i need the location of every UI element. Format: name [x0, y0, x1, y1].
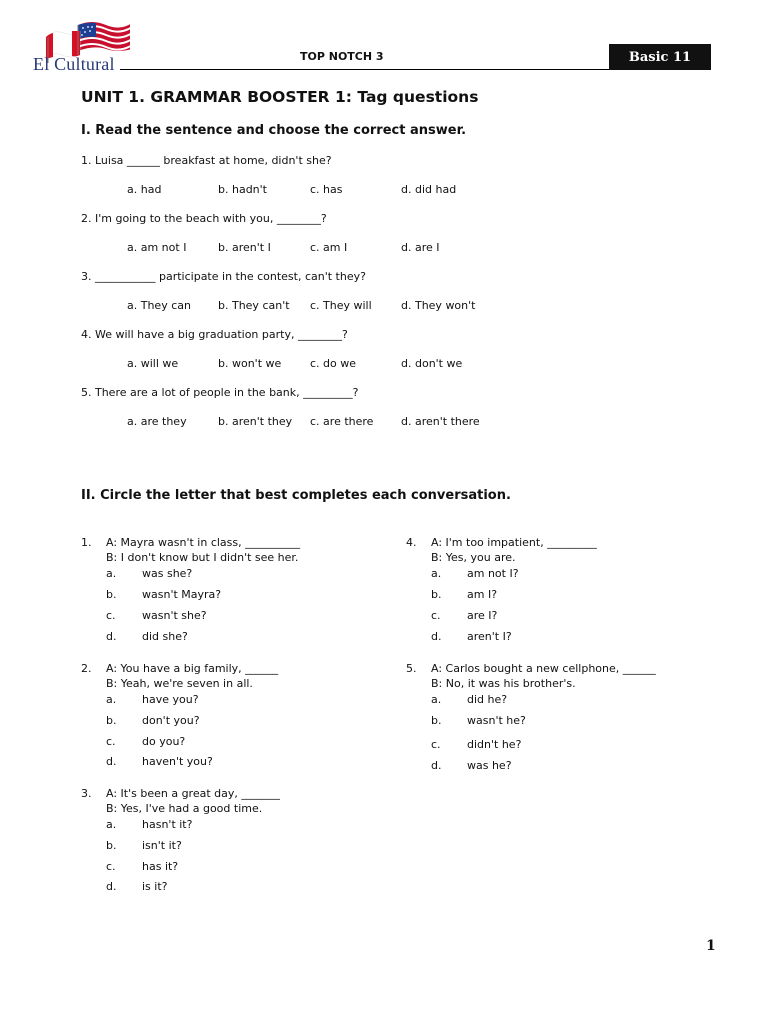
- conversation-line-b: B: No, it was his brother's.: [431, 677, 576, 690]
- option: b. won't we: [218, 357, 282, 370]
- option-letter: d.: [431, 630, 442, 643]
- option: d. don't we: [401, 357, 463, 370]
- conversation-number: 4.: [406, 536, 417, 549]
- option-text: have you?: [142, 693, 199, 706]
- question-text: 1. Luisa ______ breakfast at home, didn't she?: [81, 154, 332, 167]
- course-title: TOP NOTCH 3: [300, 50, 384, 63]
- option-text: am I?: [467, 588, 498, 601]
- page-number: 1: [706, 938, 716, 954]
- conversation-line-a: A: I'm too impatient, _________: [431, 536, 597, 549]
- header-divider: [120, 69, 610, 70]
- option: c. are there: [310, 415, 374, 428]
- unit-title: UNIT 1. GRAMMAR BOOSTER 1: Tag questions: [81, 88, 479, 106]
- question-text: 4. We will have a big graduation party, ________?: [81, 328, 348, 341]
- conversation-line-a: A: Carlos bought a new cellphone, ______: [431, 662, 656, 675]
- option: b. aren't they: [218, 415, 293, 428]
- school-name: El Cultural: [33, 54, 115, 74]
- option-text: wasn't he?: [467, 714, 526, 727]
- section2-title: II. Circle the letter that best completes each conversation.: [81, 488, 511, 503]
- option: b. They can't: [218, 299, 290, 312]
- question-text: 5. There are a lot of people in the bank, _________?: [81, 386, 359, 399]
- option-text: isn't it?: [142, 839, 182, 852]
- conversation-number: 3.: [81, 787, 92, 800]
- level-badge: Basic 11: [609, 44, 711, 70]
- option: c. am I: [310, 241, 348, 254]
- conversation-number: 5.: [406, 662, 417, 675]
- option: c. They will: [310, 299, 372, 312]
- option-letter: b.: [106, 839, 117, 852]
- option: a. are they: [127, 415, 187, 428]
- conversation-line-b: B: Yes, you are.: [431, 551, 516, 564]
- section1-title: I. Read the sentence and choose the correct answer.: [81, 123, 467, 138]
- conversation-line-a: A: Mayra wasn't in class, __________: [106, 536, 301, 549]
- option-text: was she?: [142, 567, 193, 580]
- option-letter: b.: [431, 714, 442, 727]
- conversation-number: 2.: [81, 662, 92, 675]
- option-letter: a.: [106, 567, 117, 580]
- question-text: 2. I'm going to the beach with you, ________?: [81, 212, 327, 225]
- option-text: did she?: [142, 630, 188, 643]
- option-letter: b.: [106, 714, 117, 727]
- option-text: aren't I?: [467, 630, 512, 643]
- option: c. has: [310, 183, 343, 196]
- option: b. hadn't: [218, 183, 267, 196]
- conversation-line-b: B: I don't know but I didn't see her.: [106, 551, 299, 564]
- option-text: am not I?: [467, 567, 519, 580]
- option-text: are I?: [467, 609, 498, 622]
- option: a. am not I: [127, 241, 187, 254]
- option-text: wasn't Mayra?: [142, 588, 222, 601]
- option: b. aren't I: [218, 241, 271, 254]
- option-letter: a.: [106, 693, 117, 706]
- option-text: didn't he?: [467, 738, 522, 751]
- conversation-line-b: B: Yeah, we're seven in all.: [106, 677, 253, 690]
- conversation-number: 1.: [81, 536, 92, 549]
- option-text: haven't you?: [142, 755, 213, 768]
- option-letter: c.: [431, 609, 441, 622]
- option-letter: a.: [431, 693, 442, 706]
- option-letter: c.: [106, 860, 116, 873]
- option-text: is it?: [142, 880, 168, 893]
- option-letter: d.: [106, 755, 117, 768]
- option: c. do we: [310, 357, 357, 370]
- option: a. They can: [127, 299, 191, 312]
- option-letter: b.: [106, 588, 117, 601]
- question-text: 3. ___________ participate in the contest, can't they?: [81, 270, 366, 283]
- conversation-line-a: A: You have a big family, ______: [106, 662, 279, 675]
- option-text: don't you?: [142, 714, 200, 727]
- option: d. They won't: [401, 299, 476, 312]
- option-letter: a.: [431, 567, 442, 580]
- option: a. will we: [127, 357, 179, 370]
- option-letter: b.: [431, 588, 442, 601]
- option-text: hasn't it?: [142, 818, 193, 831]
- option-letter: a.: [106, 818, 117, 831]
- conversation-line-b: B: Yes, I've had a good time.: [106, 802, 263, 815]
- option: a. had: [127, 183, 162, 196]
- option-text: do you?: [142, 735, 186, 748]
- option: d. did had: [401, 183, 457, 196]
- option-letter: d.: [431, 759, 442, 772]
- option-text: was he?: [467, 759, 512, 772]
- option-text: has it?: [142, 860, 179, 873]
- option-text: did he?: [467, 693, 508, 706]
- option-letter: c.: [431, 738, 441, 751]
- option: d. aren't there: [401, 415, 480, 428]
- option: d. are I: [401, 241, 440, 254]
- option-letter: c.: [106, 735, 116, 748]
- option-text: wasn't she?: [142, 609, 207, 622]
- conversation-line-a: A: It's been a great day, _______: [106, 787, 280, 800]
- option-letter: d.: [106, 630, 117, 643]
- option-letter: c.: [106, 609, 116, 622]
- option-letter: d.: [106, 880, 117, 893]
